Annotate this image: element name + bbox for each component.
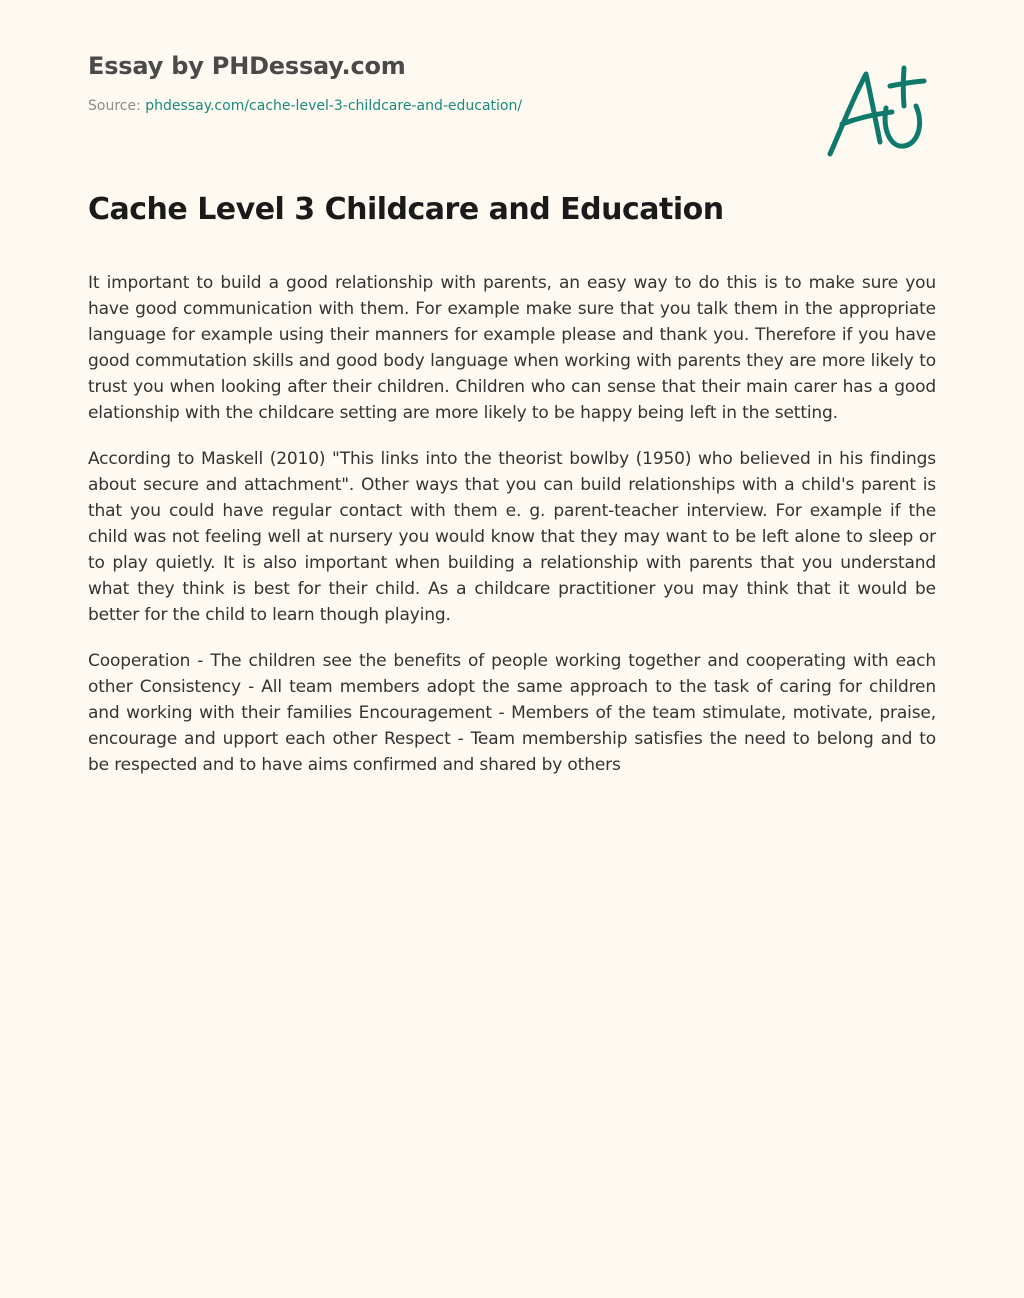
source-link[interactable]: phdessay.com/cache-level-3-childcare-and-education/ — [145, 98, 523, 114]
source-line — [88, 96, 788, 116]
site-title: Essay by PHDessay.com — [88, 52, 406, 80]
essay-paragraph: Cooperation - The children see the benefits of people working together and cooperating with each other Consistency - All team members adopt the same approach to the task of caring for children and working with their families Encouragement - Members of the team stimulate, motivate, praise, encourage and upport each other Respect - Team membership satisfies the need to belong and to be respected and to have aims confirmed and shared by others — [88, 651, 936, 775]
essay-paragraph: It important to build a good relationship with parents, an easy way to do this is to make sure you have good communication with them. For example make sure that you talk them in the appropriate language for example using their manners for example please and thank you. Therefore if you have good commutation skills and good body language when working with parents they are more likely to trust you when looking after their children. Children who can sense that their main carer has a good elationship with the childcare setting are more likely to be happy being left in the setting. — [88, 273, 936, 423]
essay-paragraph: According to Maskell (2010) "This links into the theorist bowlby (1950) who believed in his findings about secure and attachment". Other ways that you can build relationships with a child's parent is that you could have regular contact with them e. g. parent-teacher interview. For example if the child was not feeling well at nursery you would know that they may want to be left alone to sleep or to play quietly. It is also important when building a relationship with parents that you understand what they think is best for their child. As a childcare practitioner you may think that it would be better for the child to learn though playing. — [88, 449, 936, 625]
essay-title: Cache Level 3 Childcare and Education — [88, 192, 724, 227]
page-header — [88, 48, 788, 116]
source-label: Source: — [88, 98, 146, 114]
essay-body — [88, 270, 936, 798]
a-plus-grade-icon — [820, 62, 930, 162]
